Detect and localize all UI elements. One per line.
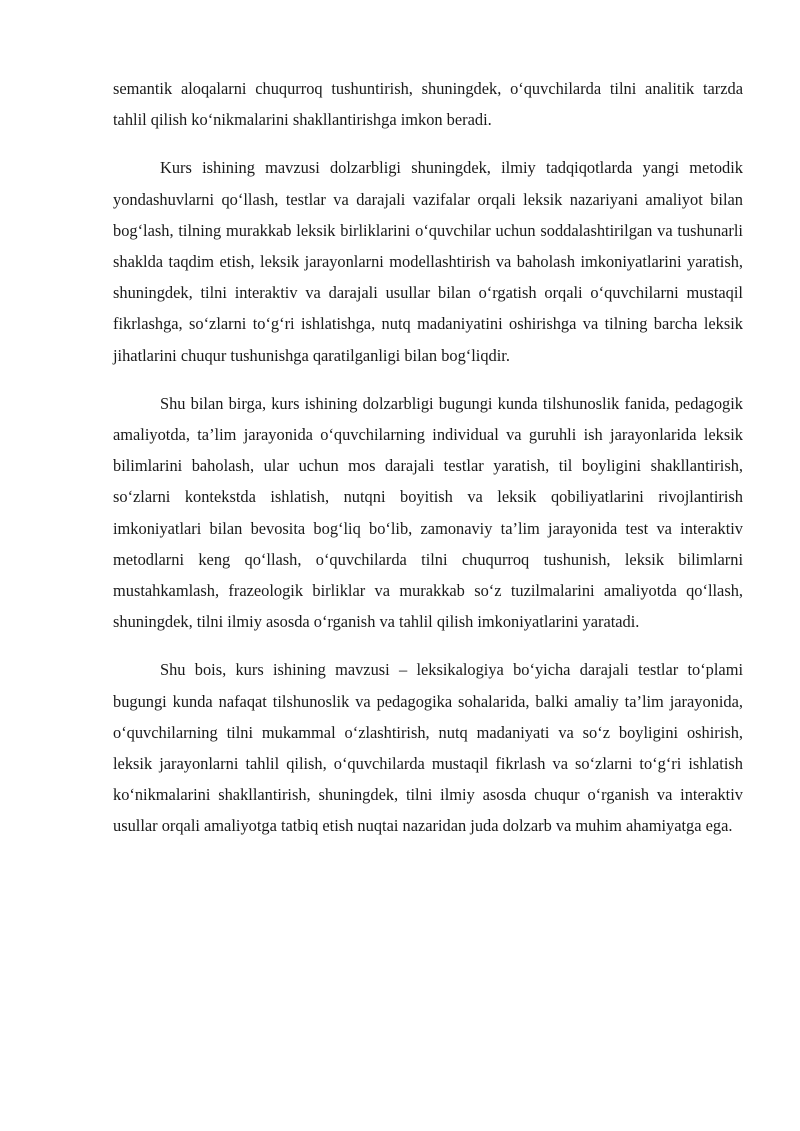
paragraph-relevance-pedagogy: Shu bilan birga, kurs ishining dolzarbligi bugungi kunda tilshunoslik fanida, pedagogik amaliyotda, ta’lim jarayonida o‘quvchilarning individual va guruhli ish jarayonlarida leksik bilimlarini baholash, ular uchun mos darajali testlar yaratish, til boyligini shakllantirish, so‘zlarni kontekstda ishlatish, nutqni boyitish va leksik qobiliyatlarini rivojlantirish imkoniyatlari bilan bevosita bog‘liq bo‘lib, zamonaviy ta’lim jarayonida test va interaktiv metodlarni keng qo‘llash, o‘quvchilarda tilni chuqurroq tushunish, leksik bilimlarni mustahkamlash, frazeologik birliklar va murakkab so‘z tuzilmalarini amaliyotda qo‘llash, shuningdek, tilni ilmiy asosda o‘rganish va tahlil qilish imkoniyatlarini yaratadi.: [113, 393, 743, 632]
paragraph-continuation: semantik aloqalarni chuqurroq tushuntirish, shuningdek, o‘quvchilarda tilni analitik tarzda tahlil qilish ko‘nikmalarini shakllantirishga imkon beradi.: [113, 79, 743, 130]
paragraph-relevance: Kurs ishining mavzusi dolzarbligi shuningdek, ilmiy tadqiqotlarda yangi metodik yondashuvlarni qo‘llash, testlar va darajali vazifalar orqali leksik nazariyani amaliyot bilan bog‘lash, tilning murakkab leksik birliklarini o‘quvchilar uchun soddalashtirilgan va tushunarli shaklda taqdim etish, leksik jarayonlarni modellashtirish va baholash imkoniyatlarini yaratish, shuningdek, tilni interaktiv va darajali usullar bilan o‘rgatish orqali o‘quvchilarni mustaqil fikrlashga, so‘zlarni to‘g‘ri ishlatishga, nutq madaniyatini oshirishga va tilning barcha leksik jihatlarini chuqur tushunishga qaratilganligi bilan bog‘liqdir.: [113, 158, 743, 365]
document-page: [113, 73, 743, 859]
paragraph-conclusion: Shu bois, kurs ishining mavzusi – leksikalogiya bo‘yicha darajali testlar to‘plami bugungi kunda nafaqat tilshunoslik va pedagogika sohalarida, balki amaliy ta’lim jarayonida, o‘quvchilarning tilni mukammal o‘zlashtirish, nutq madaniyati va so‘z boyligini oshirish, leksik jarayonlarni tahlil qilish, o‘quvchilarda mustaqil fikrlash va so‘zlarni to‘g‘ri ishlatish ko‘nikmalarini shakllantirish, shuningdek, tilni ilmiy asosda chuqur o‘rganish va interaktiv usullar orqali amaliyotga tatbiq etish nuqtai nazaridan juda dolzarb va muhim ahamiyatga ega.: [113, 660, 743, 836]
